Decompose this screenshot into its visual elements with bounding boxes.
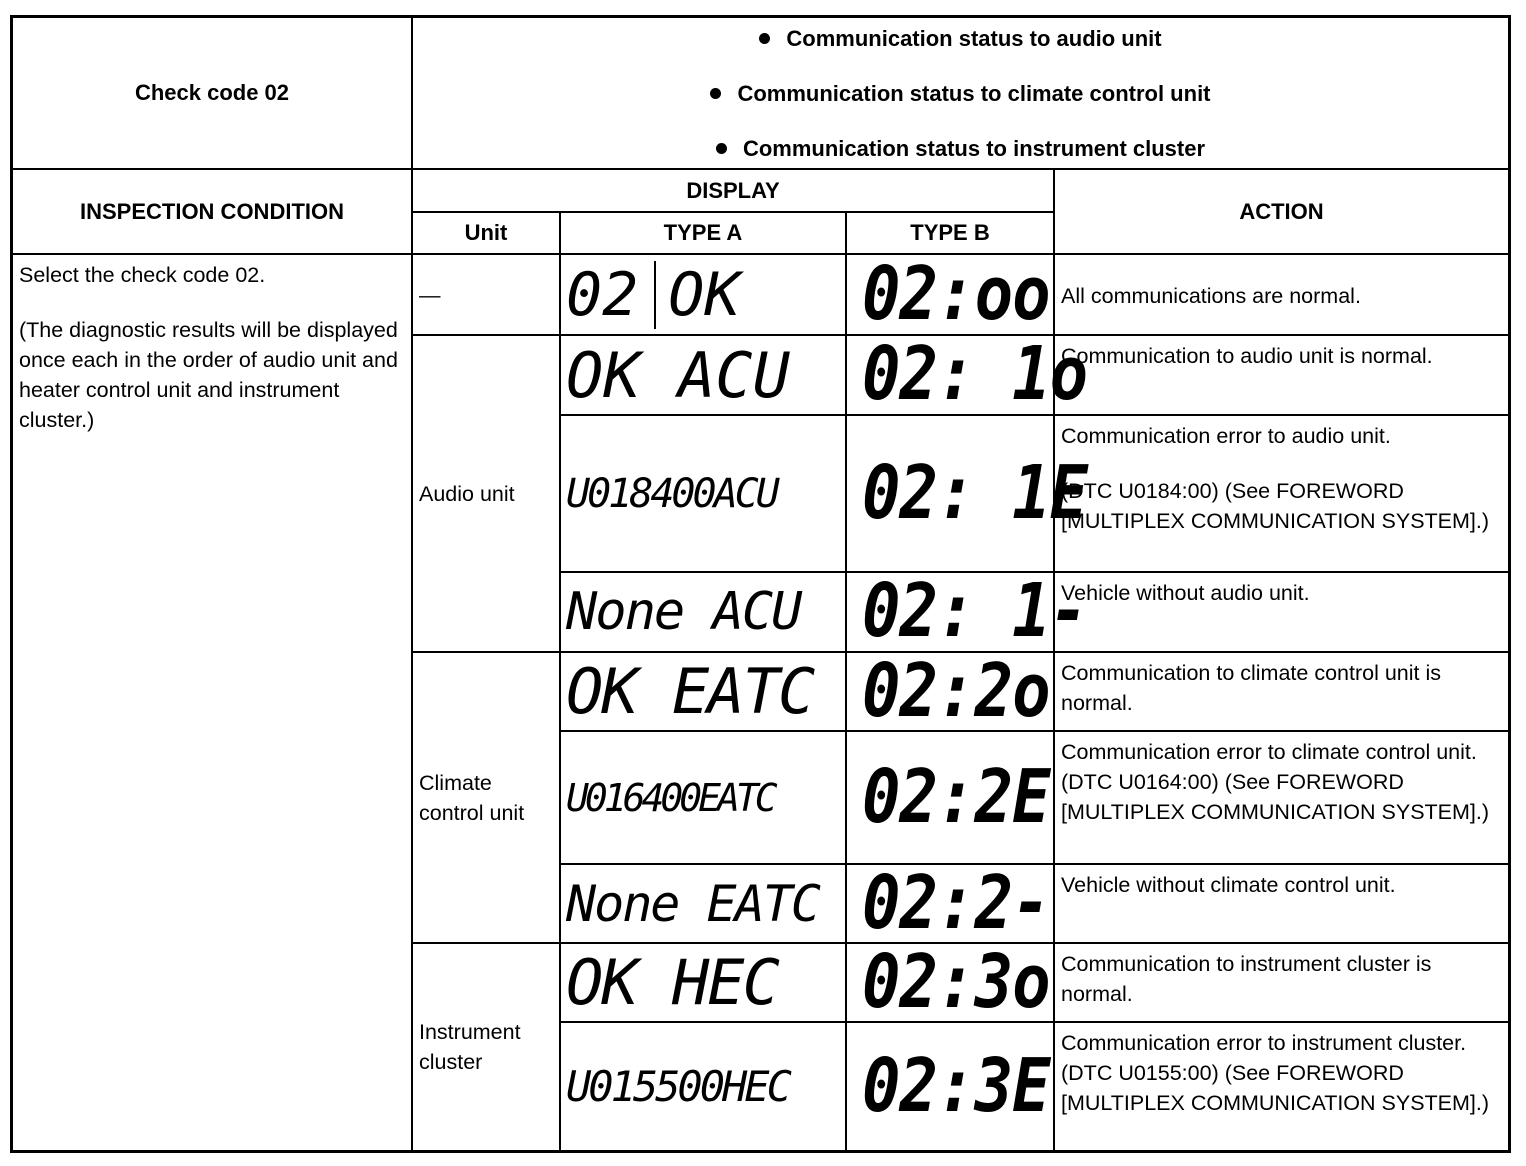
check-code-table	[10, 15, 1511, 1153]
action-text: All communications are normal.	[1061, 284, 1361, 308]
type-b-display: 02: 1E	[862, 450, 1088, 537]
column-header-type-a: TYPE A	[663, 220, 743, 245]
type-a-display: U016400EATC	[566, 775, 774, 820]
type-a-display: U015500HEC	[566, 1062, 789, 1111]
type-b-display: 02:oo	[862, 251, 1050, 338]
unit-audio: Audio unit	[419, 481, 515, 506]
action-text: Communication error to climate control unit. (DTC U0164:00) (See FOREWORD [MULTIPLEX COMMUNICATION SYSTEM].)	[1061, 740, 1490, 824]
type-a-display: OK EATC	[566, 655, 814, 728]
column-header-action: ACTION	[1239, 198, 1324, 224]
column-header-display: DISPLAY	[686, 177, 780, 203]
bullet-icon	[716, 143, 727, 154]
inspection-condition: Select the check code 02. (The diagnostic results will be displayed once each in the order of audio unit and heater control unit and instrument cluster.)	[19, 263, 398, 432]
bullet-icon	[710, 88, 721, 99]
column-header-unit: Unit	[464, 220, 508, 245]
unit-none: —	[419, 282, 441, 307]
bullet-item: Communication status to climate control unit	[413, 81, 1508, 107]
type-b-display: 02:2E	[862, 754, 1050, 841]
action-text: Communication error to instrument cluster. (DTC U0155:00) (See FOREWORD [MULTIPLEX COMMUNICATION SYSTEM].)	[1061, 1031, 1490, 1115]
type-b-display: 02:3E	[862, 1043, 1050, 1130]
check-code-label: Check code 02	[134, 80, 290, 105]
type-a-display: 02 OK	[566, 259, 741, 330]
action-text: Vehicle without audio unit.	[1061, 581, 1310, 605]
action-text: Communication error to audio unit. (DTC U0184:00) (See FOREWORD [MULTIPLEX COMMUNICATION SYSTEM].)	[1061, 424, 1490, 533]
type-b-display: 02: 1o	[862, 332, 1088, 418]
action-text: Communication to audio unit is normal.	[1061, 344, 1433, 368]
type-a-display: OK HEC	[566, 946, 778, 1019]
bullet-icon	[759, 33, 770, 44]
unit-instrument: Instrument cluster	[419, 1020, 521, 1074]
type-a-display: OK ACU	[566, 338, 790, 412]
type-b-display: 02:2-	[862, 860, 1050, 947]
type-a-display: None EATC	[566, 874, 819, 933]
type-b-display: 02:2o	[862, 648, 1050, 735]
separator	[654, 261, 656, 329]
action-text: Communication to instrument cluster is normal.	[1061, 952, 1432, 1006]
unit-climate: Climate control unit	[419, 770, 525, 825]
type-a-display: None ACU	[566, 582, 801, 642]
action-text: Communication to climate control unit is normal.	[1061, 661, 1441, 715]
column-header-type-b: TYPE B	[910, 220, 990, 245]
type-b-display: 02: 1-	[862, 569, 1088, 655]
bullet-item: Communication status to audio unit	[413, 26, 1508, 52]
column-header-inspection: INSPECTION CONDITION	[79, 198, 344, 224]
type-b-display: 02:3o	[862, 939, 1050, 1026]
check-code-description	[413, 18, 1508, 168]
type-a-display: U018400ACU	[566, 470, 777, 517]
action-text: Vehicle without climate control unit.	[1061, 873, 1396, 897]
bullet-item: Communication status to instrument cluster	[413, 136, 1508, 162]
